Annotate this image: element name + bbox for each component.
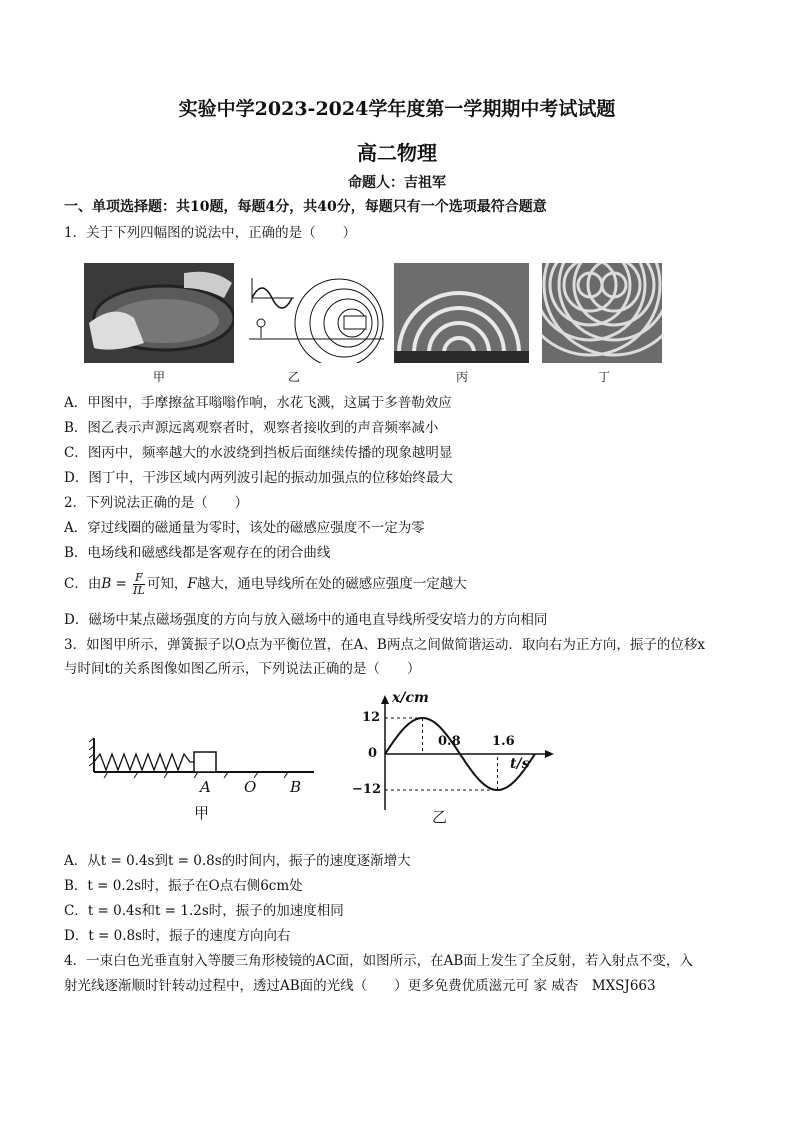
q3-option-d: D．t = 0.8s时，振子的速度方向向右 [64, 928, 291, 944]
q2-stem: 2．下列说法正确的是（ ） [64, 495, 249, 511]
label-o: O [244, 778, 257, 796]
exam-subject: 高二物理 [357, 141, 437, 165]
q2-c-suffix2: 越大，通电导线所在处的磁感应强度一定越大 [196, 576, 467, 592]
q2-option-a: A．穿过线圈的磁通量为零时，该处的磁感应强度不一定为零 [64, 520, 425, 536]
y-tick-0: 0 [368, 746, 378, 761]
q4-line-2: 射光线逐渐顺时针转动过程中，透过AB面的光线（ ）更多免费优质滋元可 家 威杏 MXSJ663 [64, 978, 656, 994]
q3-option-c: C．t = 0.4s和t = 1.2s时，振子的加速度相同 [64, 903, 344, 919]
q3-stem-2: 与时间t的关系图像如图乙所示，下列说法正确的是（ ） [64, 661, 421, 677]
q3-option-b: B．t = 0.2s时，振子在O点右侧6cm处 [64, 878, 303, 894]
q2-c-prefix: C．由 [64, 576, 102, 592]
q3-stem-1: 3．如图甲所示，弹簧振子以O点为平衡位置，在A、B两点之间做简谐运动．取向右为正方向，振子的位移x [64, 637, 705, 653]
exam-author: 命题人：吉祖军 [348, 175, 446, 191]
q2-c-fraction [133, 572, 145, 597]
fraction-numerator: F [135, 571, 143, 584]
photo-basin [84, 263, 234, 363]
xt-graph [340, 690, 560, 840]
q1-option-a: A．甲图中，手摩擦盆耳嗡嗡作响，水花飞溅，这属于多普勒效应 [64, 395, 452, 411]
caption-jia: 甲 [152, 370, 165, 384]
q4-line-1: 4．一束白色光垂直射入等腰三角形棱镜的AC面，如图所示，在AB面上发生了全反射，若入射点不变，入 [64, 953, 693, 969]
q2-c-suffix1: 可知， [146, 576, 188, 592]
spring-figure [64, 690, 334, 840]
q3-option-a: A．从t = 0.4s到t = 0.8s的时间内，振子的速度逐渐增大 [64, 853, 411, 869]
exam-title: 实验中学2023-2024学年度第一学期期中考试试题 [178, 98, 616, 120]
x-tick-1-6: 1.6 [492, 734, 515, 749]
x-tick-0-8: 0.8 [438, 734, 461, 749]
label-b: B [290, 778, 302, 796]
q1-option-d: D．图丁中，干涉区域内两列波引起的振动加强点的位移始终最大 [64, 470, 453, 486]
q1-figure [84, 258, 674, 386]
y-tick-neg12: −12 [352, 782, 381, 797]
caption-ding: 丁 [597, 370, 610, 384]
q1-option-b: B．图乙表示声源远离观察者时，观察者接收到的声音频率减小 [64, 420, 439, 436]
fraction-denominator: IL [133, 584, 145, 597]
q2-c-f-symbol: F [187, 576, 197, 592]
caption-fig-jia: 甲 [194, 804, 210, 822]
x-axis-arrow [545, 750, 554, 758]
doppler-diagram [249, 263, 384, 363]
q2-c-b-symbol: B [101, 576, 112, 592]
y-axis-label: x/cm [392, 690, 429, 706]
x-axis-label: t/s [510, 756, 530, 772]
caption-bing: 丙 [455, 370, 468, 384]
q2-option-d: D．磁场中某点磁场强度的方向与放入磁场中的通电直导线所受安培力的方向相同 [64, 612, 548, 628]
caption-yi: 乙 [287, 370, 300, 384]
q1-stem: 1．关于下列四幅图的说法中，正确的是（ ） [64, 225, 357, 241]
q2-option-b: B．电场线和磁感线都是客观存在的闭合曲线 [64, 545, 331, 561]
photo-diffraction [394, 263, 529, 363]
q1-option-c: C．图丙中，频率越大的水波绕到挡板后面继续传播的现象越明显 [64, 445, 453, 461]
q2-option-c [64, 570, 467, 598]
y-tick-12: 12 [362, 710, 381, 725]
y-axis-arrow [381, 695, 389, 704]
label-a: A [200, 778, 211, 796]
q2-c-eq: = [111, 576, 132, 592]
section-heading: 一、单项选择题：共10题，每题4分，共40分，每题只有一个选项最符合题意 [64, 199, 547, 215]
photo-interference [542, 263, 662, 363]
caption-fig-yi: 乙 [432, 808, 448, 826]
